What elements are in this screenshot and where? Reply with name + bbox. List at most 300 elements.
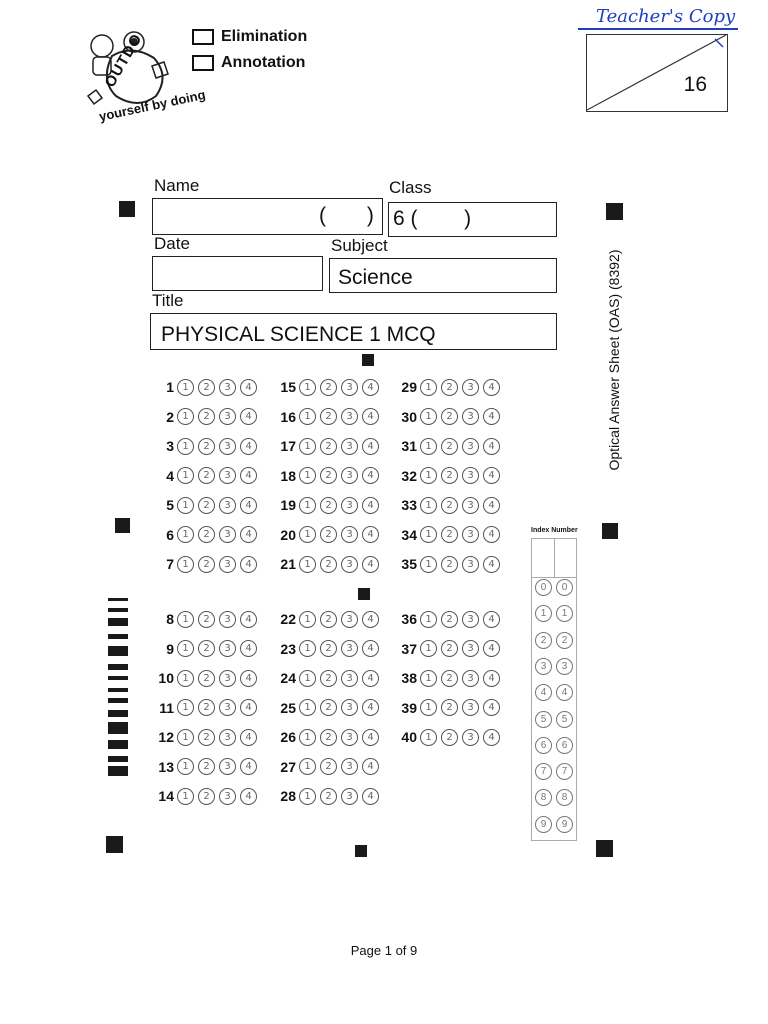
answer-bubble[interactable]: 2 [441,729,458,746]
registration-mark [355,845,367,857]
annotation-checkbox[interactable] [192,55,214,71]
answer-bubble[interactable]: 3 [462,467,479,484]
answer-bubble[interactable]: 3 [219,788,236,805]
logo-word: OUTDO [101,30,146,91]
question-number: 31 [401,438,417,454]
answer-bubble[interactable]: 2 [320,556,337,573]
index-digit-bubble[interactable]: 7 [556,763,573,780]
answer-bubble[interactable]: 1 [177,758,194,775]
class-label: Class [389,178,432,197]
timing-mark [108,740,128,749]
question-row [393,553,504,575]
index-digit-bubble[interactable]: 1 [535,605,552,622]
answer-bubble[interactable]: 3 [219,556,236,573]
answer-bubble[interactable]: 4 [362,438,379,455]
timing-mark [108,598,128,601]
answer-bubble[interactable]: 4 [362,611,379,628]
question-row [150,494,261,516]
answer-bubble[interactable]: 1 [420,526,437,543]
answer-bubble[interactable]: 2 [320,611,337,628]
answer-bubble[interactable]: 2 [320,788,337,805]
answer-bubble[interactable]: 2 [441,640,458,657]
answer-bubble[interactable]: 4 [483,408,500,425]
timing-mark [108,710,128,717]
answer-bubble[interactable]: 1 [299,788,316,805]
question-row [272,726,383,748]
question-row [393,465,504,487]
timing-mark [108,618,128,626]
question-row [272,465,383,487]
answer-bubble[interactable]: 2 [320,526,337,543]
answer-bubble[interactable]: 4 [240,408,257,425]
answer-bubble[interactable]: 2 [198,729,215,746]
timing-mark [108,766,128,776]
answer-bubble[interactable]: 3 [219,640,236,657]
question-row [393,494,504,516]
question-number: 40 [401,729,417,745]
index-digit-bubble[interactable]: 5 [535,711,552,728]
answer-bubble[interactable]: 1 [299,497,316,514]
answer-bubble[interactable]: 1 [299,611,316,628]
index-digit-row [535,711,573,728]
question-number: 17 [280,438,296,454]
answer-bubble[interactable]: 4 [483,438,500,455]
index-digit-bubble[interactable]: 3 [556,658,573,675]
answer-bubble[interactable]: 3 [341,438,358,455]
index-digit-bubble[interactable]: 9 [535,816,552,833]
registration-mark [115,518,130,533]
answer-bubble[interactable]: 1 [299,670,316,687]
answer-bubble[interactable]: 4 [362,670,379,687]
registration-mark [606,203,623,220]
answer-bubble[interactable]: 3 [219,729,236,746]
answer-bubble[interactable]: 3 [341,497,358,514]
answer-bubble[interactable]: 2 [320,379,337,396]
answer-bubble[interactable]: 4 [362,758,379,775]
answer-bubble[interactable]: 1 [420,670,437,687]
score-value: 16 [683,73,707,96]
title-value: PHYSICAL SCIENCE 1 MCQ [161,323,436,346]
question-row [272,553,383,575]
answer-bubble[interactable]: 3 [462,670,479,687]
answer-bubble[interactable]: 2 [320,699,337,716]
question-number: 32 [401,467,417,484]
question-row [150,435,261,457]
timing-mark [108,664,128,670]
question-row [150,638,261,660]
index-digit-row [535,816,573,833]
answer-bubble[interactable]: 3 [219,611,236,628]
question-number: 2 [166,408,174,425]
registration-mark [119,201,135,217]
question-row [272,667,383,689]
answer-bubble[interactable]: 3 [462,699,479,716]
answer-bubble[interactable]: 3 [341,699,358,716]
answer-bubble[interactable]: 2 [320,729,337,746]
answer-bubble[interactable]: 4 [240,556,257,573]
question-row [272,608,383,630]
answer-bubble[interactable]: 4 [240,611,257,628]
question-row [150,608,261,630]
answer-bubble[interactable]: 4 [240,788,257,805]
question-row [272,435,383,457]
index-digit-bubble[interactable]: 2 [556,632,573,649]
answer-bubble[interactable]: 4 [240,699,257,716]
answer-bubble[interactable]: 1 [177,526,194,543]
question-row [150,465,261,487]
answer-bubble[interactable]: 2 [441,408,458,425]
question-number: 18 [280,467,296,484]
answer-bubble[interactable]: 3 [341,611,358,628]
answer-bubble[interactable]: 2 [198,467,215,484]
answer-bubble[interactable]: 4 [362,729,379,746]
answer-bubble[interactable]: 3 [462,556,479,573]
title-label: Title [152,291,184,310]
question-number: 29 [401,379,417,395]
index-digit-bubble[interactable]: 0 [556,579,573,596]
answer-bubble[interactable]: 2 [198,438,215,455]
answer-bubble[interactable]: 1 [177,497,194,514]
answer-bubble[interactable]: 2 [441,699,458,716]
question-number: 1 [166,379,174,395]
answer-bubble[interactable]: 2 [441,467,458,484]
question-number: 22 [280,611,296,627]
answer-bubble[interactable]: 3 [341,408,358,425]
question-number: 35 [401,556,417,572]
index-digit-bubble[interactable]: 9 [556,816,573,833]
answer-bubble[interactable]: 4 [483,611,500,628]
answer-bubble[interactable]: 4 [483,670,500,687]
answer-bubble[interactable]: 4 [362,788,379,805]
timing-mark [108,608,128,612]
answer-bubble[interactable]: 1 [420,408,437,425]
answer-bubble[interactable]: 3 [462,438,479,455]
answer-bubble[interactable]: 3 [219,438,236,455]
question-row [272,494,383,516]
class-value: 6 ( ) [393,207,472,230]
index-digit-bubble[interactable]: 8 [535,789,552,806]
question-number: 4 [166,467,174,484]
answer-bubble[interactable]: 3 [219,379,236,396]
answer-bubble[interactable]: 3 [341,788,358,805]
answer-bubble[interactable]: 3 [462,611,479,628]
answer-bubble[interactable]: 2 [320,408,337,425]
question-row [393,376,504,398]
registration-mark [106,836,123,853]
answer-bubble[interactable]: 1 [299,556,316,573]
answer-bubble[interactable]: 2 [441,526,458,543]
answer-bubble[interactable]: 1 [177,611,194,628]
answer-bubble[interactable]: 2 [198,556,215,573]
index-digit-bubble[interactable]: 4 [535,684,552,701]
question-number: 14 [158,788,174,804]
answer-bubble[interactable]: 2 [441,379,458,396]
answer-bubble[interactable]: 3 [219,758,236,775]
question-number: 6 [166,526,174,543]
answer-bubble[interactable]: 4 [483,497,500,514]
answer-bubble[interactable]: 2 [198,640,215,657]
question-number: 5 [166,497,174,513]
answer-bubble[interactable]: 3 [341,556,358,573]
timing-mark [108,676,128,680]
answer-bubble[interactable]: 4 [240,526,257,543]
timing-mark [108,688,128,692]
answer-bubble[interactable]: 3 [341,379,358,396]
question-number: 16 [280,408,296,425]
name-field[interactable] [152,198,383,235]
answer-bubble[interactable]: 4 [240,438,257,455]
answer-bubble[interactable]: 3 [219,497,236,514]
index-digit-bubble[interactable]: 5 [556,711,573,728]
answer-bubble[interactable]: 2 [198,526,215,543]
answer-bubble[interactable]: 2 [320,640,337,657]
index-digit-bubble[interactable]: 8 [556,789,573,806]
answer-bubble[interactable]: 3 [462,379,479,396]
answer-bubble[interactable]: 3 [462,640,479,657]
index-digit-row [535,605,573,622]
answer-bubble[interactable]: 2 [441,497,458,514]
answer-bubble[interactable]: 3 [462,729,479,746]
answer-bubble[interactable]: 1 [420,611,437,628]
answer-bubble[interactable]: 1 [299,640,316,657]
answer-bubble[interactable]: 1 [420,729,437,746]
index-digit-row [535,632,573,649]
registration-mark [596,840,613,857]
answer-bubble[interactable]: 1 [299,379,316,396]
index-digit-row [535,684,573,701]
answer-bubble[interactable]: 4 [483,526,500,543]
answer-bubble[interactable]: 4 [362,556,379,573]
question-row [150,667,261,689]
question-number: 9 [166,640,174,657]
question-number: 19 [280,497,296,513]
answer-bubble[interactable]: 1 [420,699,437,716]
question-row [150,726,261,748]
registration-mark [362,354,374,366]
subject-value: Science [338,266,413,289]
logo-slogan: yourself by doing [97,86,207,125]
answer-bubble[interactable]: 1 [177,438,194,455]
answer-bubble[interactable]: 1 [299,438,316,455]
question-row [393,406,504,428]
name-label: Name [154,176,200,195]
answer-bubble[interactable]: 4 [362,699,379,716]
answer-bubble[interactable]: 3 [462,497,479,514]
question-row [150,785,261,807]
answer-bubble[interactable]: 1 [177,640,194,657]
question-number: 23 [280,640,296,657]
date-field[interactable] [152,256,323,291]
answer-bubble[interactable]: 2 [198,699,215,716]
answer-bubble[interactable]: 3 [341,729,358,746]
timing-mark [108,722,128,734]
answer-bubble[interactable]: 1 [420,497,437,514]
subject-field[interactable] [329,258,557,293]
answer-bubble[interactable]: 2 [198,611,215,628]
answer-bubble[interactable]: 2 [198,758,215,775]
answer-bubble[interactable]: 1 [177,379,194,396]
question-number: 26 [280,729,296,745]
question-row [393,667,504,689]
index-number-panel [531,538,577,841]
answer-bubble[interactable]: 4 [362,640,379,657]
answer-bubble[interactable]: 3 [219,670,236,687]
answer-bubble[interactable]: 4 [483,379,500,396]
registration-mark [358,588,370,600]
question-number: 38 [401,670,417,686]
answer-bubble[interactable]: 4 [483,729,500,746]
answer-bubble[interactable]: 3 [341,670,358,687]
question-row [272,638,383,660]
answer-bubble[interactable]: 2 [320,467,337,484]
answer-bubble[interactable]: 3 [341,758,358,775]
answer-bubble[interactable]: 2 [198,379,215,396]
question-number: 24 [280,670,296,686]
question-number: 36 [401,611,417,627]
question-number: 3 [166,438,174,454]
question-number: 39 [401,699,417,716]
answer-bubble[interactable]: 1 [177,788,194,805]
question-number: 34 [401,526,417,543]
index-digit-bubble[interactable]: 3 [535,658,552,675]
answer-bubble[interactable]: 4 [240,758,257,775]
annotation-label: Annotation [221,54,306,71]
answer-bubble[interactable]: 4 [362,467,379,484]
index-digit-bubble[interactable]: 6 [556,737,573,754]
answer-bubble[interactable]: 2 [441,670,458,687]
answer-bubble[interactable]: 2 [320,497,337,514]
index-digit-bubble[interactable]: 1 [556,605,573,622]
timing-mark [108,698,128,703]
question-row [272,785,383,807]
answer-bubble[interactable]: 2 [198,408,215,425]
index-digit-row [535,737,573,754]
index-digit-bubble[interactable]: 6 [535,737,552,754]
index-number-label: Index Number [531,527,578,534]
answer-bubble[interactable]: 1 [420,556,437,573]
index-digit-row [535,658,573,675]
question-number: 37 [401,640,417,657]
elimination-label: Elimination [221,28,308,45]
question-number: 10 [158,670,174,686]
class-field[interactable] [388,202,557,237]
index-digit-bubble[interactable]: 2 [535,632,552,649]
question-row [272,376,383,398]
question-row [150,697,261,719]
answer-bubble[interactable]: 2 [198,670,215,687]
answer-bubble[interactable]: 3 [341,467,358,484]
index-digit-bubble[interactable]: 4 [556,684,573,701]
answer-bubble[interactable]: 2 [320,758,337,775]
answer-bubble[interactable]: 3 [462,526,479,543]
question-number: 12 [158,729,174,745]
question-row [150,756,261,778]
answer-bubble[interactable]: 3 [219,526,236,543]
answer-bubble[interactable]: 4 [240,729,257,746]
answer-bubble[interactable]: 3 [462,408,479,425]
answer-bubble[interactable]: 2 [320,438,337,455]
answer-bubble[interactable]: 3 [219,408,236,425]
timing-mark [108,634,128,639]
index-digit-bubble[interactable]: 0 [535,579,552,596]
answer-bubble[interactable]: 2 [441,438,458,455]
answer-bubble[interactable]: 2 [198,497,215,514]
answer-bubble[interactable]: 1 [299,408,316,425]
question-number: 7 [166,556,174,572]
answer-bubble[interactable]: 4 [483,640,500,657]
answer-bubble[interactable]: 3 [341,640,358,657]
answer-bubble[interactable]: 4 [483,556,500,573]
answer-bubble[interactable]: 4 [240,670,257,687]
answer-bubble[interactable]: 4 [483,699,500,716]
answer-bubble[interactable]: 1 [177,729,194,746]
answer-bubble[interactable]: 4 [240,467,257,484]
question-row [393,608,504,630]
answer-bubble[interactable]: 4 [240,497,257,514]
answer-bubble[interactable]: 3 [219,467,236,484]
answer-bubble[interactable]: 1 [420,438,437,455]
subject-label: Subject [331,236,388,255]
question-row [150,376,261,398]
answer-bubble[interactable]: 1 [299,699,316,716]
question-number: 11 [159,699,174,716]
answer-bubble[interactable]: 1 [177,408,194,425]
question-row [393,638,504,660]
title-field[interactable] [150,313,557,350]
question-row [272,697,383,719]
answer-bubble[interactable]: 4 [362,379,379,396]
answer-bubble[interactable]: 1 [177,670,194,687]
answer-bubble[interactable]: 1 [420,379,437,396]
answer-bubble[interactable]: 1 [299,729,316,746]
question-row [393,726,504,748]
answer-bubble[interactable]: 2 [320,670,337,687]
answer-bubble[interactable]: 4 [240,379,257,396]
answer-bubble[interactable]: 1 [177,556,194,573]
question-number: 13 [158,758,174,775]
question-row [272,406,383,428]
answer-bubble[interactable]: 1 [299,526,316,543]
answer-bubble[interactable]: 3 [341,526,358,543]
question-number: 27 [280,758,296,775]
answer-bubble[interactable]: 3 [219,699,236,716]
answer-bubble[interactable]: 1 [177,467,194,484]
answer-bubble[interactable]: 4 [240,640,257,657]
question-number: 30 [401,408,417,425]
answer-bubble[interactable]: 4 [362,408,379,425]
answer-bubble[interactable]: 1 [299,467,316,484]
answer-bubble[interactable]: 2 [441,556,458,573]
timing-mark [108,756,128,762]
answer-bubble[interactable]: 2 [441,611,458,628]
answer-bubble[interactable]: 1 [420,640,437,657]
answer-bubble[interactable]: 2 [198,788,215,805]
answer-bubble[interactable]: 4 [362,526,379,543]
answer-bubble[interactable]: 1 [299,758,316,775]
index-digit-bubble[interactable]: 7 [535,763,552,780]
question-number: 8 [166,611,174,627]
index-digit-row [535,763,573,780]
page-footer: Page 1 of 9 [350,943,418,958]
question-row [150,553,261,575]
answer-bubble[interactable]: 1 [177,699,194,716]
question-number: 25 [280,699,296,716]
answer-bubble[interactable]: 4 [362,497,379,514]
answer-bubble[interactable]: 1 [420,467,437,484]
answer-bubble[interactable]: 4 [483,467,500,484]
teacher-underline [578,28,738,30]
elimination-checkbox[interactable] [192,29,214,45]
